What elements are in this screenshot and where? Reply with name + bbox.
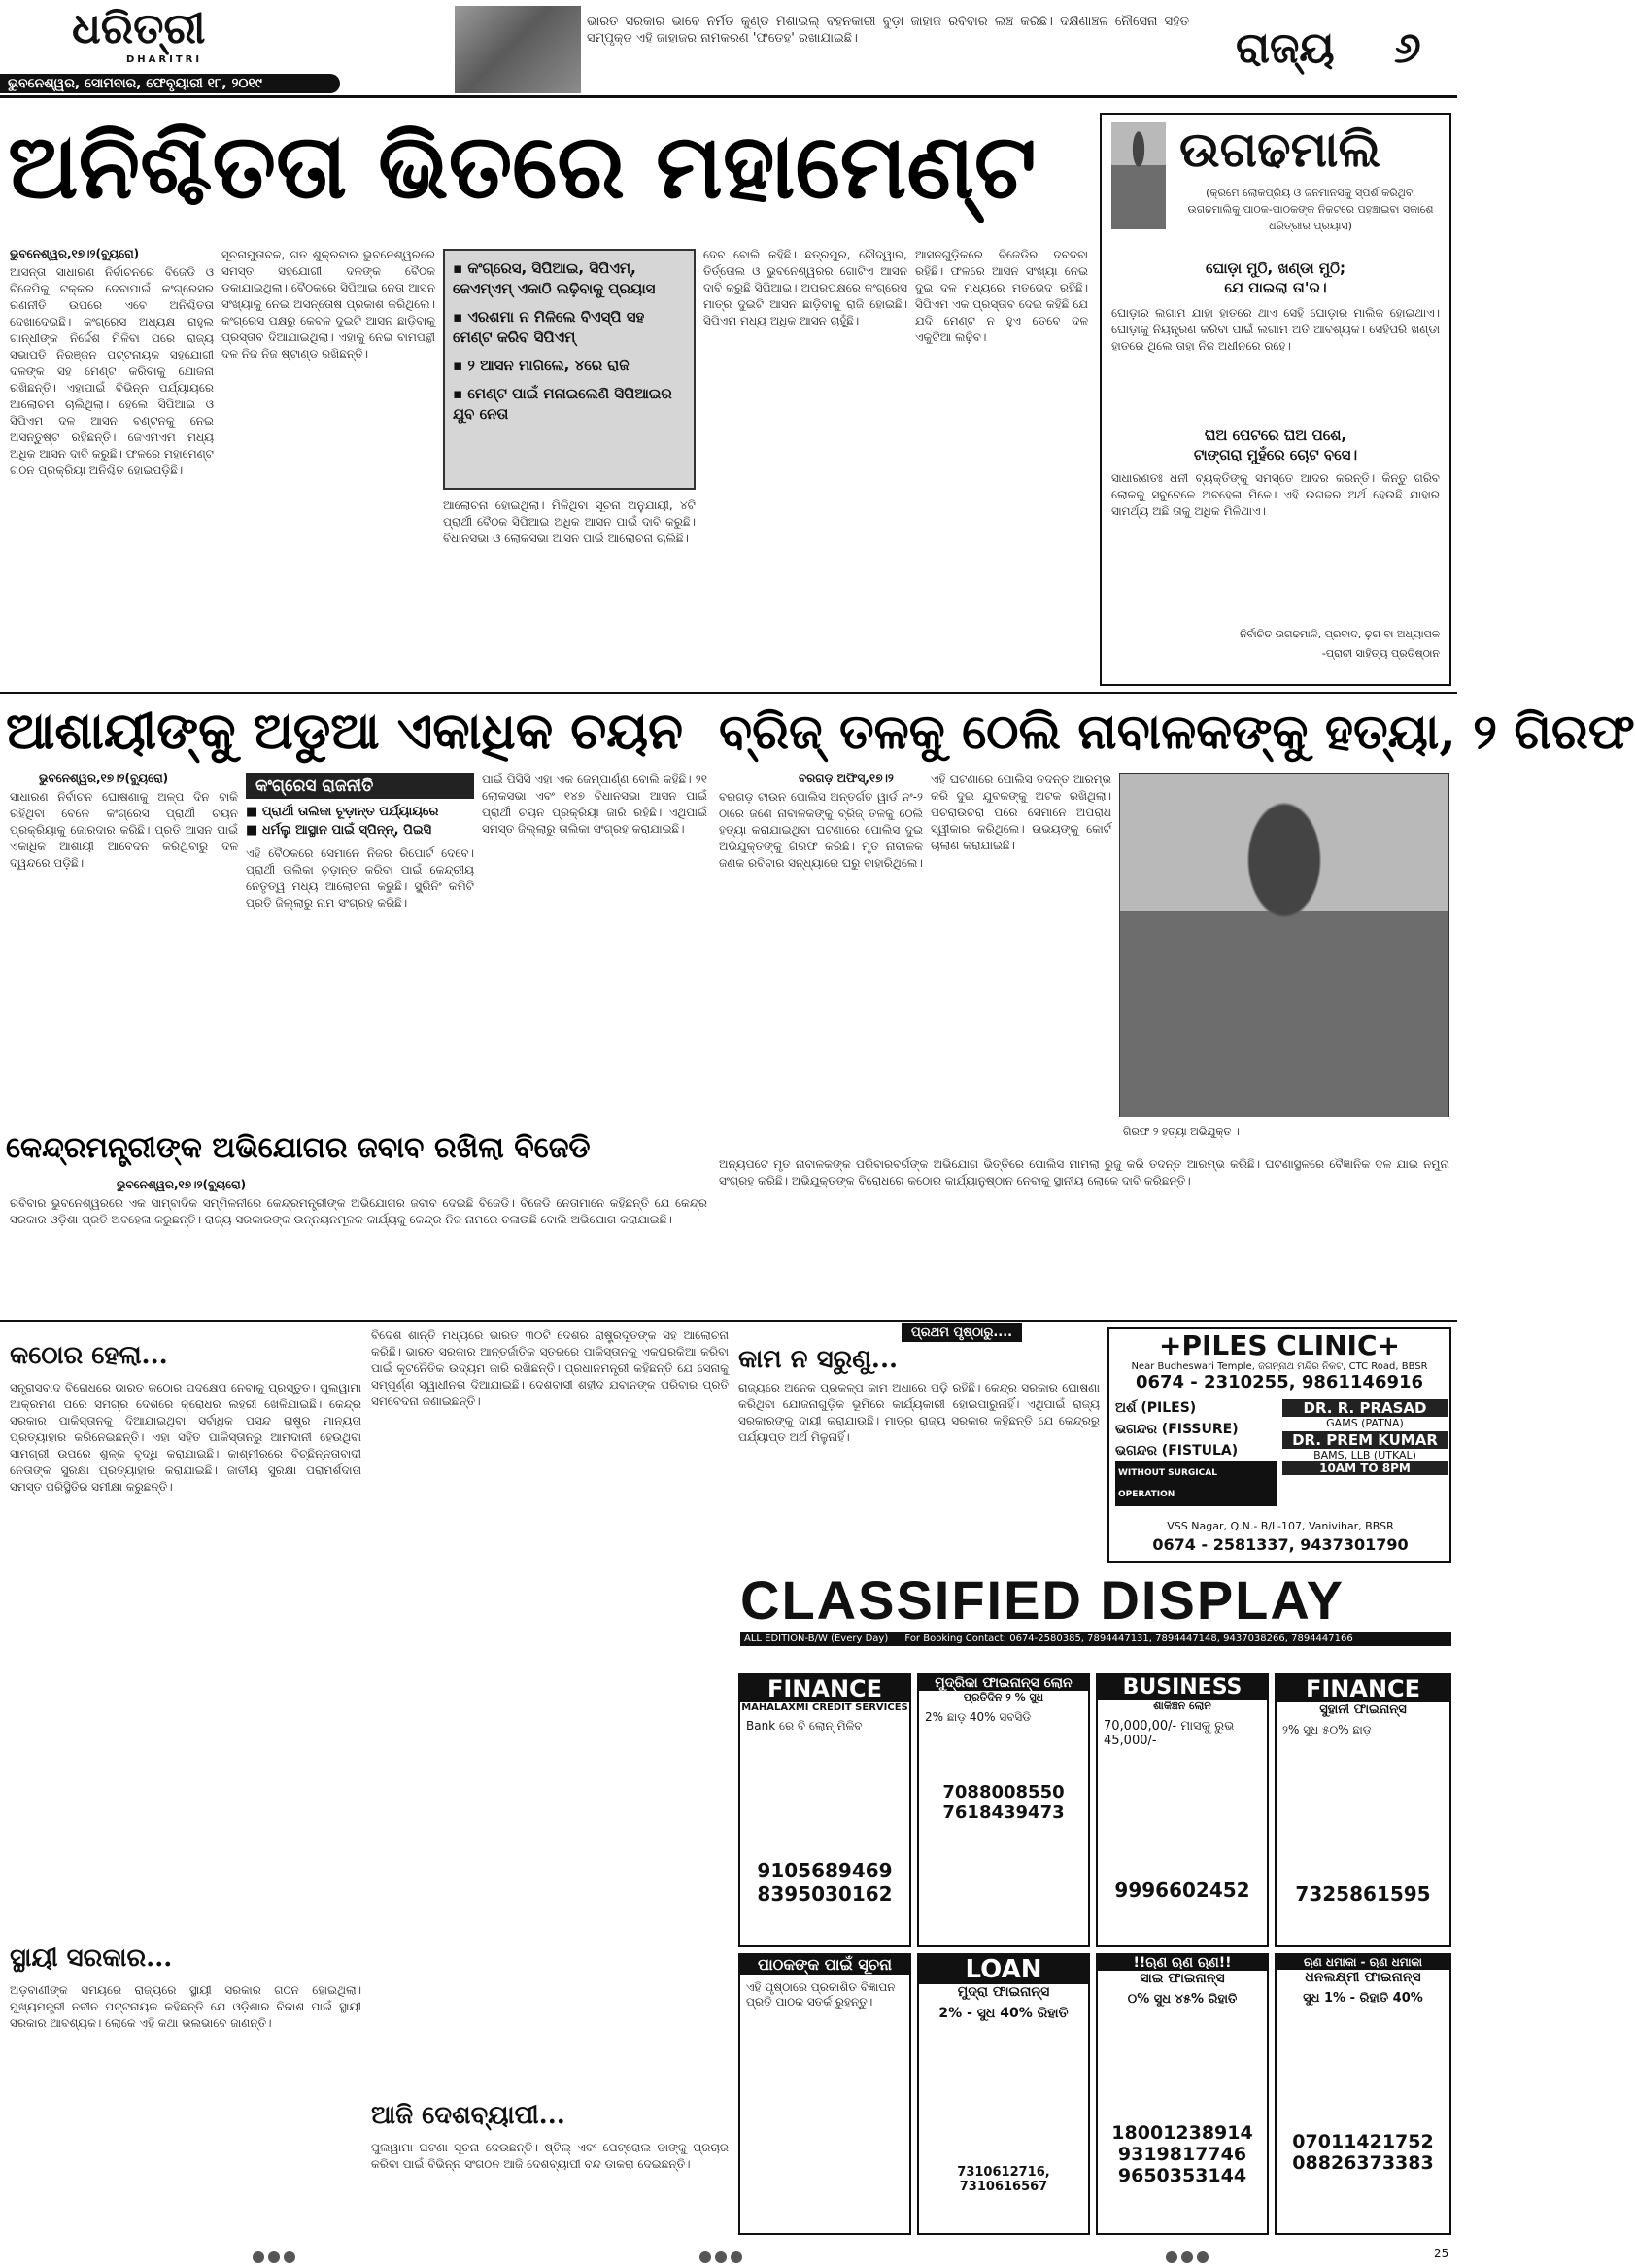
piles-address: Near Budheswari Temple, ଜଗନ୍ନାଥ ମନ୍ଦିର ନିକଟ, CTC Road, BBSR [1131,1361,1428,1372]
story3-col2: ଏହି ଘଟଣାରେ ପୋଲିସ ତଦନ୍ତ ଆରମ୍ଭ କରି ଦୁଇ ଯୁବକଙ୍କୁ ଅଟକ ରଖିଥିଲା। ପଚରାଉଚରା ପରେ ସେମାନେ ଅପରାଧ ସ୍ୱୀକାର କରିଥିଲେ। ଉଭୟଙ୍କୁ କୋର୍ଟ ଚାଲାଣ କରାଯାଇଛି। [931,773,1111,852]
piles-items: ଅର୍ଶ (PILES) ଭଗନ୍ଦର (FISSURE) ଭଗନ୍ଦର (FISTULA) WITHOUT SURGICAL OPERATION [1115,1397,1277,1506]
story4-byline: ଭୁବନେଶ୍ୱର,୧୭।୨(ବ୍ୟୁରୋ) [117,1178,247,1191]
teaser-text: ଭାରତ ସରକାର ଭାବେ ନିର୍ମିତ କୁଣ୍ଡ ମିଶାଇଲ୍ ବହନକାରୀ ବୁଡ଼ା ଜାହାଜ ରବିବାର ଲଞ୍ଚ କରିଛି। ଦକ୍ଷିଣାଞ୍ଚଳ ନୌସେନା ସହିତ ସମ୍ପୃକ୍ତ ଏହି ଜାହାଜର ନାମକରଣ 'ଫତେହ' ରଖାଯାଇଛି। [587,15,1189,46]
lead-highlights [443,249,696,490]
piles-address2: VSS Nagar, Q.N.- B/L-107, Vanivihar, BBSR [1167,1520,1394,1532]
piles-phone1: 0674 - 2310255, 9861146916 [1135,1372,1424,1392]
lead-col4: ଆସନଗୁଡ଼ିକରେ ବିଜେଡିର ଦବଦବା ରହିଛି। ଫଳରେ ଆସନ ସଂଖ୍ୟା ନେଇ ଦୁଇ ଦଳ ମଧ୍ୟରେ ମତଭେଦ ରହିଛି। ସିପିଏମ ଏକ ପ୍ରସ୍ତାବ ଦେଇ କହିଛି ଯେ ଯଦି ମେଣ୍ଟ ନ ହୁଏ ତେବେ ଦଳ ଏକୁଟିଆ ଲଢ଼ିବ। [915,248,1088,344]
dateline: ଭୁବନେଶ୍ୱର, ସୋମବାର, ଫେବୃୟାରୀ ୧୮, ୨୦୧୯ [0,74,340,93]
ad-cell: FINANCE ସୁହାନୀ ଫାଇନାନ୍ସ ୨% ସୁଧ ୫୦% ଛାଡ଼ 7325861595 [1275,1673,1451,1947]
ughamali-box [1100,113,1451,686]
ughamali-body1: ଘୋଡ଼ାର ଲଗାମ ଯାହା ହାତରେ ଥାଏ ସେହି ଘୋଡ଼ାର ମାଲିକ ହୋଇଥାଏ। ଘୋଡ଼ାକୁ ନିୟନ୍ତ୍ରଣ କରିବା ପାଇଁ ଲଗାମ ଅତି ଆବଶ୍ୟକ। ସେହିପରି ଖଣ୍ଡା ହାତରେ ଥିଲେ ତାହା ନିଜ ଅଧୀନରେ ରହେ। [1111,306,1440,353]
classified-grid [738,1673,1453,2239]
piles-clinic-ad [1107,1327,1451,1563]
photo-caption: ଗିରଫ ୨ ହତ୍ୟା ଅଭିଯୁକ୍ତ । [1123,1125,1240,1138]
story2-byline: ଭୁବନେଶ୍ୱର,୧୭।୨(ବ୍ୟୁରୋ) [39,772,169,785]
story3-bottom: ଅନ୍ୟପଟେ ମୃତ ନାବାଳକଙ୍କ ପରିବାରବର୍ଗଙ୍କ ଅଭିଯୋଗ ଭିତ୍ତିରେ ପୋଲିସ ମାମଲା ରୁଜୁ କରି ତଦନ୍ତ ଆରମ୍ଭ କରିଛି। ଘଟଣାସ୍ଥଳରେ ବୈଜ୍ଞାନିକ ଦଳ ଯାଇ ନମୁନା ସଂଗ୍ରହ କରିଛି। ଅଭିଯୁକ୍ତଙ୍କ ବିରୋଧରେ କଠୋର କାର୍ଯ୍ୟାନୁଷ୍ଠାନ ନେବାକୁ ସ୍ଥାନୀୟ ଲୋକେ ଦାବି କରିଛନ୍ତି। [719,1157,1449,1187]
piles-doctors: DR. R. PRASAD GAMS (PATNA) DR. PREM KUMAR BAMS, LLB (UTKAL) 10AM TO 8PM [1282,1399,1448,1475]
logo-subtitle: DHARITRI [126,54,203,65]
kama-body: ରାଜ୍ୟରେ ଅନେକ ପ୍ରକଳ୍ପ କାମ ଅଧାରେ ପଡ଼ି ରହିଛି। କେନ୍ଦ୍ର ସରକାର ଘୋଷଣା କରିଥିବା ଯୋଜନାଗୁଡ଼ିକ ଭୂମିରେ କାର୍ଯ୍ୟକାରୀ ହୋଇପାରୁନାହିଁ। ଏଥିପାଇଁ ରାଜ୍ୟ ସରକାରଙ୍କୁ ଦାୟୀ କରାଯାଉଛି। ମାତ୍ର ରାଜ୍ୟ ସରକାର କହିଛନ୍ତି ଯେ କେନ୍ଦ୍ରରୁ ପର୍ଯ୍ୟାପ୍ତ ଅର୍ଥ ମିଳୁନାହିଁ। [738,1381,1100,1444]
story4-body: ରବିବାର ଭୁବନେଶ୍ୱରରେ ଏକ ସାମ୍ବାଦିକ ସମ୍ମିଳନୀରେ କେନ୍ଦ୍ରମନ୍ତ୍ରୀଙ୍କ ଅଭିଯୋଗର ଜବାବ ଦେଇଛି ବିଜେଡି। ବିଜେଡି ନେତାମାନେ କହିଛନ୍ତି ଯେ କେନ୍ଦ୍ର ସରକାର ଓଡ଼ିଶା ପ୍ରତି ଅବହେଳା କରୁଛନ୍ତି। ରାଜ୍ୟ ସରକାରଙ୍କ ଉନ୍ନୟନମୂଳକ କାର୍ଯ୍ୟକୁ କେନ୍ଦ୍ର ନିଜ ନାମରେ ଚଳାଉଛି ବୋଲି ଅଭିଯୋଗ କରାଯାଇଛି। [10,1196,707,1226]
ad-cell: LOAN ମୁଦ୍ରା ଫାଇନାନ୍ସ 2% - ସୁଧ 40% ରିହାତି 7310612716, 7310616567 [917,1953,1090,2235]
lead-headline: ଅନିଶ୍ଚିତତା ଭିତରେ ମହାମେଣ୍ଟ [8,114,1037,219]
logo: ଧରିତ୍ରୀ [72,4,206,53]
kathora-body: ସନ୍ତ୍ରାସବାଦ ବିରୋଧରେ ଭାରତ କଠୋର ପଦକ୍ଷେପ ନେବାକୁ ପ୍ରସ୍ତୁତ। ପୁଲୱାମା ଆକ୍ରମଣ ପରେ ସମଗ୍ର ଦେଶରେ କ୍ରୋଧର ଲହରୀ ଖେଳିଯାଇଛି। କେନ୍ଦ୍ର ସରକାର ପାକିସ୍ତାନକୁ ଦିଆଯାଇଥିବା ସର୍ବାଧିକ ପସନ୍ଦ ରାଷ୍ଟ୍ର ମାନ୍ୟତା ପ୍ରତ୍ୟାହାର କରିନେଇଛନ୍ତି। ଏହା ସହିତ ପାକିସ୍ତାନରୁ ଆମଦାନୀ ହେଉଥିବା ସାମଗ୍ରୀ ଉପରେ ଶୁଳ୍କ ବୃଦ୍ଧି କରାଯାଇଛି। କାଶ୍ମୀରରେ ବିଚ୍ଛିନ୍ନତାବାଦୀ ନେତାଙ୍କ ସୁରକ୍ଷା ପ୍ରତ୍ୟାହାର କରାଯାଇଛି। ଜାତୀୟ ସୁରକ୍ଷା ପରାମର୍ଶଦାତା ସମସ୍ତ ପରିସ୍ଥିତିର ସମୀକ୍ଷା କରୁଛନ୍ତି। [10,1381,361,1494]
lead-col3: ଦେବ ବୋଲି କହିଛି। ଛତ୍ରପୁର, ଚୌଦ୍ୱାର, ତିର୍ତ୍ତୋଲ ଓ ଭୁବନେଶ୍ୱରର ଗୋଟିଏ ଆସନ ଦାବି କରୁଛି ସିପିଆଇ। ଅପରପକ୍ଷରେ କଂଗ୍ରେସ ମାତ୍ର ଦୁଇଟି ଆସନ ଛାଡ଼ିବାକୁ ରାଜି ହୋଇଛି। ସିପିଏମ ମଧ୍ୟ ଅଧିକ ଆସନ ଚାହୁଁଛି। [703,248,907,327]
story2-headline: ଆଶାୟୀଙ୍କୁ ଅଡୁଆ ଏକାଧିକ ଚୟନ [6,702,683,761]
story2-tag: କଂଗ୍ରେସ ରାଜନୀତି [246,773,474,799]
ughamali-verse2: ଘିଅ ପେଟରେ ଘିଅ ପଶେ, ଟାଙ୍ଗରା ମୁହଁରେ ଚୋଟ ବସେ। [1193,427,1358,464]
story2-tagbox [246,773,474,840]
kama-title: କାମ ନ ସରୁଣୁ... [738,1345,899,1374]
registration-marks [1166,2249,1212,2267]
lead-byline: ଭୁବନେଶ୍ୱର,୧୭।୨(ବ୍ୟୁରୋ) [10,247,140,260]
ughamali-body2: ସାଧାରଣତଃ ଧନୀ ବ୍ୟକ୍ତିଙ୍କୁ ସମସ୍ତେ ଆଦର କରନ୍ତି। କିନ୍ତୁ ଗରିବ ଲୋକକୁ ସବୁବେଳେ ଅବହେଳା ମିଳେ। ଏହି ଉଗଢର ଅର୍ଥ ହେଉଛି ଯାହାର ସାମର୍ଥ୍ୟ ଅଛି ତାକୁ ଅଧିକ ମିଳିଥାଏ। [1111,471,1440,518]
registration-marks [699,2249,746,2267]
piles-title: +PILES CLINIC+ [1159,1329,1400,1361]
footer [0,2241,1457,2268]
classified-header [740,1568,1451,1666]
story2-col2: ଏହି ବୈଠକରେ ସେମାନେ ନିଜର ରିପୋର୍ଟ ଦେବେ। ପ୍ରାର୍ଥୀ ତାଲିକା ଚୂଡ଼ାନ୍ତ କରିବା ପାଇଁ କେନ୍ଦ୍ରୀୟ ନେତୃତ୍ୱ ମଧ୍ୟ ଆଲୋଚନା କରୁଛି। ସ୍କ୍ରିନିଂ କମିଟି ପ୍ରତି ଜିଲ୍ଲାରୁ ନାମ ସଂଗ୍ରହ କରିଛି। [246,846,474,910]
highlight-item: ▪ କଂଗ୍ରେସ, ସିପିଆଇ, ସିପିଏମ୍, ଜେଏମ୍‌ଏମ୍ ଏକାଠି ଲଢ଼ିବାକୁ ପ୍ରୟାସ [453,259,656,297]
section-rule-2 [0,1320,1457,1322]
ad-cell: ପାଠକଙ୍କ ପାଇଁ ସୂଚନା ଏହି ପୃଷ୍ଠାରେ ପ୍ରକାଶିତ ବିଜ୍ଞାପନ ପ୍ରତି ପାଠକ ସତର୍କ ରୁହନ୍ତୁ। [738,1953,911,2235]
classified-title: CLASSIFIED DISPLAY [740,1569,1345,1631]
ad-cell: BUSINESS ଶାକିଞ୍ଚନ ଲୋନ 70,000,00/- ମାସକୁ ରୁଭ 45,000/- 9996602452 [1096,1673,1269,1947]
story3-byline: ବରଗଡ଼ ଅଫିସ୍,୧୭।୨ [799,772,894,785]
section-label: ରାଜ୍ୟ [1236,23,1335,73]
lead-col2: ସୂଚନାମୁତାବକ, ଗତ ଶୁକ୍ରବାର ଭୁବନେଶ୍ୱରରେ ସମସ୍ତ ସହଯୋଗୀ ଦଳଙ୍କ ବୈଠକ ଡକାଯାଇଥିଲା। ବୈଠକରେ ସିପିଆଇ ନେତା ଆସନ ସଂଖ୍ୟାକୁ ନେଇ ଅସନ୍ତୋଷ ପ୍ରକାଶ କରିଥିଲେ। କଂଗ୍ରେସ ପକ୍ଷରୁ କେବଳ ଦୁଇଟି ଆସନ ଛାଡ଼ିବାକୁ ପ୍ରସ୍ତାବ ଦିଆଯାଇଥିଲା। ଏହାକୁ ନେଇ ବାମପନ୍ଥୀ ଦଳ ନିଜ ନିଜ ଷ୍ଟାଣ୍ଡ ରଖିଛନ୍ତି। [221,248,435,361]
highlight-item: ▪ ମେଣ୍ଟ ପାଇଁ ମନାଇଲେଣି ସିପିଆଇର ଯୁବ ନେତା [453,385,672,423]
masthead [0,0,1457,97]
story3-headline: ବ୍ରିଜ୍ ତଳକୁ ଠେଲି ନାବାଳକଙ୍କୁ ହତ୍ୟା, ୨ ଗିରଫ [719,703,1635,760]
piles-phone2: 0674 - 2581337, 9437301790 [1152,1535,1409,1554]
story4-headline: କେନ୍ଦ୍ରମନ୍ତ୍ରୀଙ୍କ ଅଭିଯୋଗର ଜବାବ ରଖିଲା ବିଜେଡି [6,1131,591,1165]
kathora-col2: ବିଦେଶ ଶାନ୍ତି ମଧ୍ୟରେ ଭାରତ ୩୦ଟି ଦେଶର ରାଷ୍ଟ୍ରଦୂତଙ୍କ ସହ ଆଲୋଚନା କରିଛି। ଭାରତ ସରକାର ଆନ୍ତର୍ଜାତିକ ସ୍ତରରେ ପାକିସ୍ତାନକୁ ଏକଘରକିଆ କରିବା ପାଇଁ କୂଟନୈତିକ ଉଦ୍ୟମ ଜାରି ରଖିଛନ୍ତି। ପ୍ରଧାନମନ୍ତ୍ରୀ କହିଛନ୍ତି ଯେ ସେନାକୁ ସମ୍ପୂର୍ଣ୍ଣ ସ୍ୱାଧୀନତା ଦିଆଯାଇଛି। ଦେଶବାସୀ ଶହୀଦ ଯବାନଙ୍କ ପରିବାର ପ୍ରତି ସମବେଦନା ଜଣାଇଛନ୍ତି। [371,1328,729,1408]
ad-cell: ଋଣ ଧମାକା - ଋଣ ଧମାକା ଧନଲକ୍ଷ୍ମୀ ଫାଇନାନ୍ସ ସୁଧ 1% - ରିହାତି 40% 07011421752 08826373383 [1275,1953,1451,2235]
page-number: ୬ [1394,23,1421,73]
lead-col1: ଆସନ୍ତା ସାଧାରଣ ନିର୍ବାଚନରେ ବିଜେଡି ଓ ବିଜେପିକୁ ଟକ୍କର ଦେବାପାଇଁ କଂଗ୍ରେସର ରଣନୀତି ଉପରେ ଏବେ ଅନିଶ୍ଚିତତା ଦେଖାଦେଇଛି। କଂଗ୍ରେସ ଅଧ୍ୟକ୍ଷ ରାହୁଲ ଗାନ୍ଧୀଙ୍କ ନିର୍ଦ୍ଦେଶ ମିଳିବା ପରେ ରାଜ୍ୟ ସଭାପତି ନିରଞ୍ଜନ ପଟ୍ଟନାୟକ ସହଯୋଗୀ ଦଳଙ୍କ ସହ ମେଣ୍ଟ କରିବାକୁ ଯୋଜନା ରଖିଛନ୍ତି। ଏହାପାଇଁ ବିଭିନ୍ନ ପର୍ଯ୍ୟାୟରେ ଆଲୋଚନା ଚାଲିଥିଲା। ହେଲେ ସିପିଆଇ ଓ ସିପିଏମ ଦଳ ଆସନ ବଣ୍ଟନକୁ ନେଇ ଅସନ୍ତୁଷ୍ଟ ରହିଛନ୍ତି। ଜେଏମଏମ ମଧ୍ୟ ଅଧିକ ଆସନ ଦାବି କରୁଛି। ଫଳରେ ମହାମେଣ୍ଟ ଗଠନ ପ୍ରକ୍ରିୟା ଅନିଶ୍ଚିତ ହୋଇପଡ଼ିଛି। [10,265,214,477]
footer-page-number: 25 [1434,2247,1449,2260]
cartoon-figure [1111,122,1166,229]
story2-col1: ସାଧାରଣ ନିର୍ବାଚନ ଘୋଷଣାକୁ ଅଳ୍ପ ଦିନ ବାକି ରହିଥିବା ବେଳେ କଂଗ୍ରେସ ପ୍ରାର୍ଥୀ ଚୟନ ପ୍ରକ୍ରିୟାକୁ ଜୋରଦାର କରିଛି। ପ୍ରତି ଆସନ ପାଇଁ ଏକାଧିକ ଆଶାୟୀ ଆବେଦନ କରିଥିବାରୁ ଦଳ ଦ୍ୱନ୍ଦରେ ପଡ଼ିଛି। [10,790,238,870]
ad-cell: FINANCE MAHALAXMI CREDIT SERVICES Bank ରେ ବି ଲୋନ୍ ମିଳିବ 9105689469 8395030162 [738,1673,911,1947]
highlight-item: ▪ ୨ ଆସନ ମାଗିଲେ, ୪ରେ ରାଜି [453,357,630,374]
registration-marks [253,2249,299,2267]
section-rule [0,692,1457,694]
ughamali-verse: ଘୋଡ଼ା ମୁଠି, ଖଣ୍ଡା ମୁଠି; ଯେ ପାଇଲା ତା'ର। [1205,259,1345,296]
ughamali-credit: ନିର୍ବାଚିତ ଉଗଢମାଳି, ପ୍ରବାଦ, ଢ଼ଗ ବା ଅଧ୍ୟାପକ [1240,628,1440,640]
highlight-item: ▪ ଏରଶମା ନ ମିଳିଲେ ବିଏସ୍‌ପି ସହ ମେଣ୍ଟ କରିବ ସିପିଏମ୍ [453,308,645,346]
accused-photo [1119,773,1449,1117]
ad-cell: !!ଋଣ ଋଣ ଋଣ!! ସାଇ ଫାଇନାନ୍ସ ୦% ସୁଧ ୪୫% ରିହାତି 18001238914 9319817746 9650353144 [1096,1953,1269,2235]
submarine-photo [455,6,581,93]
ughamali-subtitle: (କ୍ରମେ ଲୋକପ୍ରିୟ ଓ ଜନମାନସକୁ ସ୍ପର୍ଶ କରିଥିବା ଉଗଢମାଲିକୁ ପାଠକ-ପାଠକଙ୍କ ନିକଟରେ ପହଞ୍ଚାଇବା ସକାଶେ ଧରିତ୍ରୀର ପ୍ରୟାସ) [1187,187,1434,232]
ajidesha-body: ପୁଲୱାମା ଘଟଣା ସୂଚନା ଦେଉଛନ୍ତି। ଷ୍ଟିଲ୍ ଏବଂ ପେଟ୍ରୋଲ ଡାଙ୍କୁ ପ୍ରଚାର କରିବା ପାଇଁ ବିଭିନ୍ନ ସଂଗଠନ ଆଜି ଦେଶବ୍ୟାପୀ ବନ୍ଦ ଡାକରା ଦେଇଛନ୍ତି। [371,2141,729,2171]
prathama-label: ପ୍ରଥମ ପୃଷ୍ଠାରୁ.... [902,1323,1022,1342]
story3-col1: ବରଗଡ଼ ଟାଉନ ପୋଲିସ ଅନ୍ତର୍ଗତ ୱାର୍ଡ ନଂ-୨ ଠାରେ ଜଣେ ନାବାଳକଙ୍କୁ ବ୍ରିଜ୍ ତଳକୁ ଠେଲି ହତ୍ୟା କରାଯାଇଥିବା ଘଟଣାରେ ପୋଲିସ ଦୁଇ ଅଭିଯୁକ୍ତଙ୍କୁ ଗିରଫ କରିଛି। ମୃତ ନାବାଳକ ଜଣକ ରବିବାର ସନ୍ଧ୍ୟାରେ ଘରୁ ବାହାରିଥିଲେ। [719,790,923,870]
ughamali-credit2: -ପ୍ରାଚୀ ସାହିତ୍ୟ ପ୍ରତିଷ୍ଠାନ [1321,647,1440,660]
lead-mid: ଆଲୋଚନା ହୋଇଥିଲା। ମିଳିଥିବା ସୂଚନା ଅନୁଯାୟୀ, ୪ଟି ପ୍ରାର୍ଥୀ ବୈଠକ ସିପିଆଇ ଅଧିକ ଆସନ ପାଇଁ ଦାବି କରୁଛି। ବିଧାନସଭା ଓ ଲୋକସଭା ଆସନ ପାଇଁ ଆଲୋଚନା ଚାଲିଛି। [443,498,696,545]
sthayi-title: ସ୍ଥାୟୀ ସରକାର... [10,1943,173,1973]
tag-bullet: ■ ପ୍ରାର୍ଥୀ ତାଲିକା ଚୂଡ଼ାନ୍ତ ପର୍ଯ୍ୟାୟରେ [246,805,439,819]
ajidesha-title: ଆଜି ଦେଶବ୍ୟାପୀ... [371,2101,565,2130]
sthayi-body: ଅଡ଼ବାଣୀଙ୍କ ସମୟରେ ରାଜ୍ୟରେ ସ୍ଥାୟୀ ସରକାର ଗଠନ ହୋଇଥିଲା। ମୁଖ୍ୟମନ୍ତ୍ରୀ ନବୀନ ପଟ୍ଟନାୟକ କହିଛନ୍ତି ଯେ ଓଡ଼ିଶାର ବିକାଶ ପାଇଁ ସ୍ଥାୟୀ ସରକାର ଆବଶ୍ୟକ। ଲୋକେ ଏହି କଥା ଭଲଭାବେ ଜାଣନ୍ତି। [10,1983,361,2030]
masthead-rule [0,95,1457,98]
story2-col3: ପାଇଁ ପିସିସି ଏହା ଏକ ଜେମ୍ପାର୍ଣ୍ଣ ବୋଲି କହିଛି। ୨୧ ଲୋକସଭା ଏବଂ ୧୪୭ ବିଧାନସଭା ଆସନ ପାଇଁ ପ୍ରାର୍ଥୀ ଚୟନ ପ୍ରକ୍ରିୟା ଜାରି ରହିଛି। ଏଥିପାଇଁ ସମସ୍ତ ଜିଲ୍ଲାରୁ ତାଲିକା ସଂଗ୍ରହ କରାଯାଇଛି। [482,773,707,836]
tag-bullet: ■ ଧର୍ମଲୁ ଆସ୍ଥାନ ପାଇଁ ସ୍ପିନ୍ନ୍, ପିଇସି [246,823,432,838]
kathora-title: କଠୋର ହେଲା... [10,1341,168,1370]
classified-contact: ALL EDITION-B/W (Every Day) For Booking Contact: 0674-2580385, 7894447131, 7894447148, 9437038266, 7894447166 [740,1632,1451,1646]
ughamali-title: ଉଗଢମାଲି [1179,120,1380,178]
ad-cell: ମୁଦ୍ରିକା ଫାଇନାନ୍ସ ଲୋନ ପ୍ରତିଦିନ ୨ % ସୁଧ 2% ଛାଡ଼ 40% ସବସିଡି 7088008550 7618439473 [917,1673,1090,1947]
